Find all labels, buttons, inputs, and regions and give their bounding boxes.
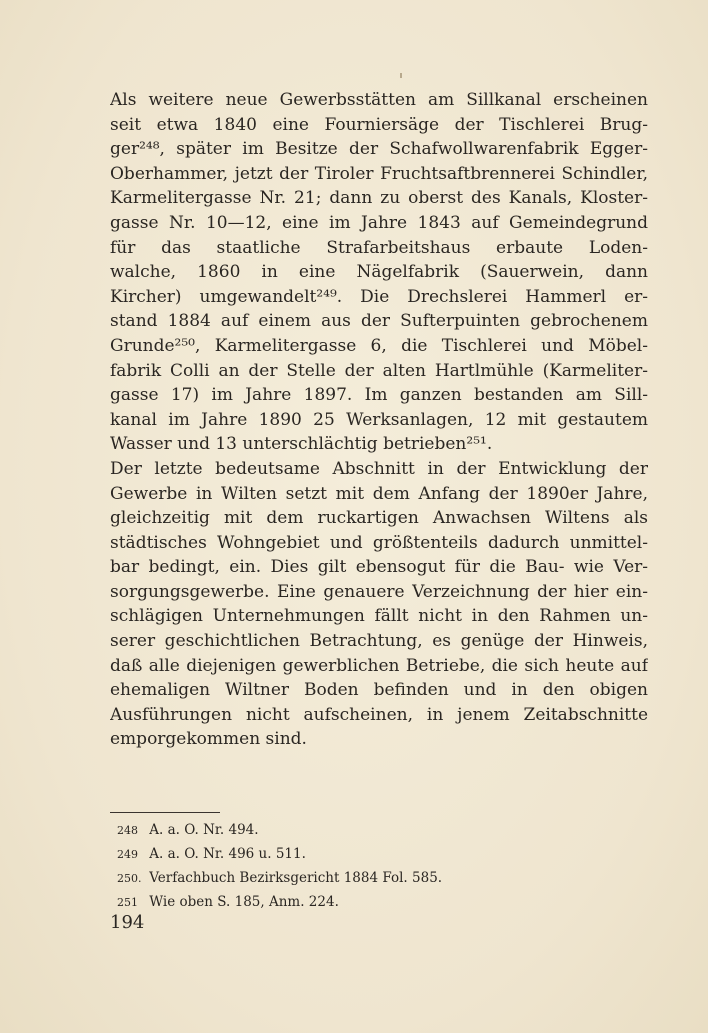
- footnote-text: Wie oben S. 185, Anm. 224.: [149, 894, 339, 910]
- body-line: gasse Nr. 10—12, eine im Jahre 1843 auf Gemeindegrund: [110, 212, 648, 233]
- body-line: emporgekommen sind.: [110, 729, 307, 750]
- footnote-number: 251: [117, 896, 138, 909]
- footnote: [117, 842, 537, 866]
- body-line: gasse 17) im Jahre 1897. Im ganzen bestanden am Sill-: [110, 385, 648, 406]
- body-line: Grunde²⁵⁰, Karmelitergasse 6, die Tischlerei und Möbel-: [110, 335, 648, 356]
- body-line: gleichzeitig mit dem ruckartigen Anwachsen Wiltens als: [110, 508, 648, 529]
- body-line: Als weitere neue Gewerbsstätten am Sillkanal erscheinen: [110, 90, 648, 110]
- body-line: Ausführungen nicht aufscheinen, in jenem Zeitabschnitte: [110, 704, 648, 725]
- footnote-number: 249: [117, 848, 138, 861]
- body-line: daß alle diejenigen gewerblichen Betriebe, die sich heute auf: [110, 655, 648, 676]
- body-line: Karmelitergasse Nr. 21; dann zu oberst des Kanals, Kloster-: [110, 188, 648, 209]
- footnote-text: A. a. O. Nr. 496 u. 511.: [149, 846, 306, 862]
- body-line: Gewerbe in Wilten setzt mit dem Anfang der 1890er Jahre,: [110, 483, 648, 504]
- body-line: städtisches Wohngebiet und größtenteils dadurch unmittel-: [110, 532, 648, 553]
- body-line: ger²⁴⁸, später im Besitze der Schafwollwarenfabrik Egger-: [110, 139, 648, 160]
- body-line: Oberhammer, jetzt der Tiroler Fruchtsaftbrennerei Schindler,: [110, 163, 648, 184]
- body-line: für das staatliche Strafarbeitshaus erbaute Loden-: [110, 237, 648, 258]
- body-line: bar bedingt, ein. Dies gilt ebensogut für die Bau- wie Ver-: [110, 557, 648, 578]
- body-text: [110, 88, 648, 752]
- footnote: [117, 890, 537, 914]
- body-line: walche, 1860 in eine Nägelfabrik (Sauerwein, dann: [110, 262, 648, 283]
- page-number: 194: [110, 912, 145, 933]
- body-line: ehemaligen Wiltner Boden befinden und in den obigen: [110, 680, 648, 701]
- body-line: serer geschichtlichen Betrachtung, es genüge der Hinweis,: [110, 631, 648, 652]
- body-line: Kircher) umgewandelt²⁴⁹. Die Drechslerei Hammerl er-: [110, 286, 648, 307]
- body-line: Der letzte bedeutsame Abschnitt in der Entwicklung der: [110, 458, 648, 479]
- footnote: [117, 818, 537, 842]
- footnote-text: Verfachbuch Bezirksgericht 1884 Fol. 585.: [149, 870, 443, 886]
- paper-speck: [400, 73, 402, 78]
- footnote-number: 250.: [117, 872, 142, 885]
- body-line: kanal im Jahre 1890 25 Werksanlagen, 12 mit gestautem: [110, 409, 648, 430]
- footnote-text: A. a. O. Nr. 494.: [149, 822, 259, 838]
- footnote-rule: [110, 812, 220, 813]
- footnote-number: 248: [117, 824, 138, 837]
- footnotes: [117, 818, 537, 914]
- body-line: schlägigen Unternehmungen fällt nicht in den Rahmen un-: [110, 606, 648, 627]
- body-line: Wasser und 13 unterschlächtig betrieben²⁵¹.: [110, 434, 493, 455]
- body-line: sorgungsgewerbe. Eine genauere Verzeichnung der hier ein-: [110, 581, 648, 602]
- footnote: [117, 866, 537, 890]
- body-line: stand 1884 auf einem aus der Sufterpuinten gebrochenem: [110, 311, 648, 332]
- body-line: fabrik Colli an der Stelle der alten Hartlmühle (Karmeliter-: [110, 360, 648, 381]
- body-line: seit etwa 1840 eine Fourniersäge der Tischlerei Brug-: [110, 114, 648, 135]
